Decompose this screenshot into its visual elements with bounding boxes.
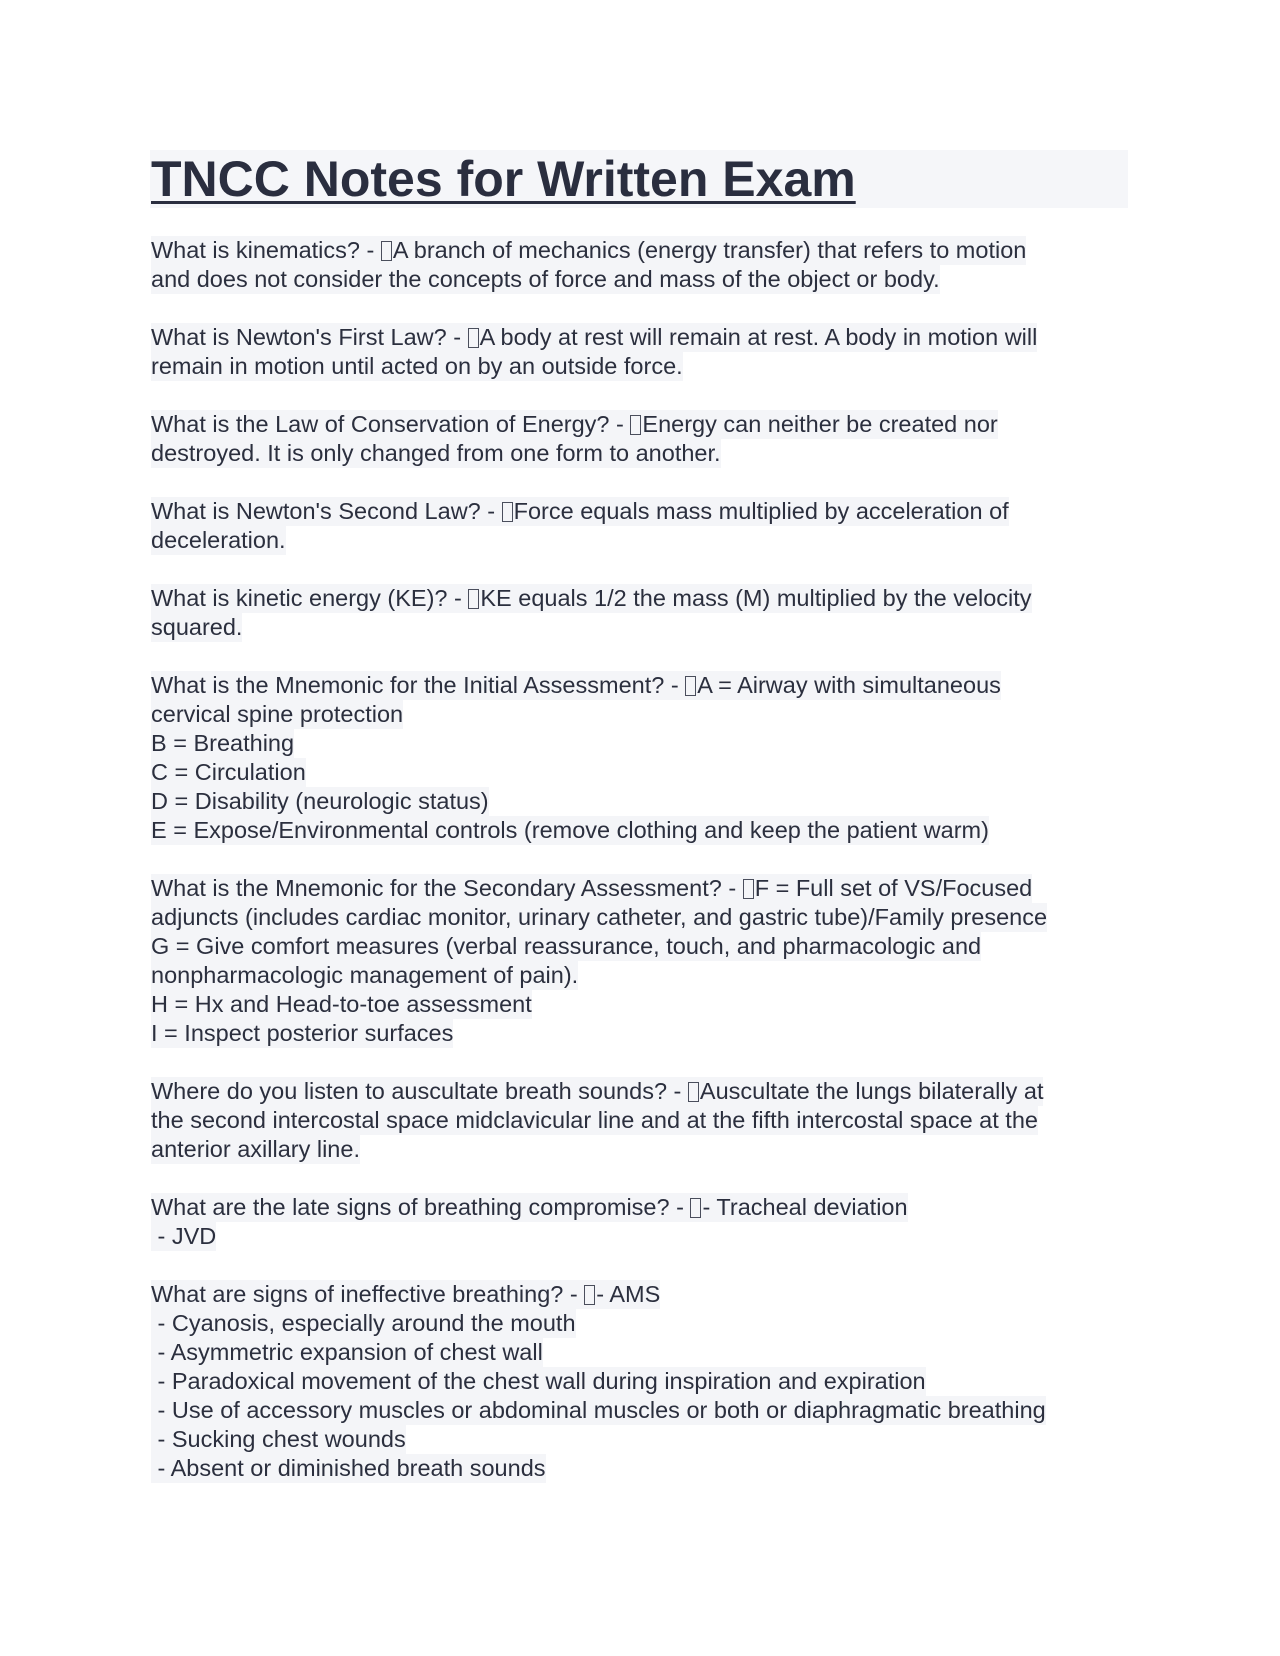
answer-line: - Paradoxical movement of the chest wall during inspiration and expiration [151,1368,926,1394]
qa-separator: - [721,875,743,901]
answer-line: cervical spine protection [151,701,404,727]
qa-separator: - [447,585,469,611]
answer-line: - Cyanosis, especially around the mouth [151,1310,576,1336]
answer-line: - Absent or diminished breath sounds [151,1455,546,1481]
qa-separator: - [480,498,502,524]
qa-first-line [151,1193,908,1222]
qa-first-line [151,410,998,439]
answer-text: A = Airway with simultaneous [697,672,1001,698]
question-text: What is the Mnemonic for the Secondary Assessment? [151,875,722,901]
qa-first-line [151,323,1037,352]
missing-glyph-icon [468,589,479,609]
question-text: Where do you listen to auscultate breath sounds? [151,1078,668,1104]
question-text: What are signs of ineffective breathing? [151,1281,564,1307]
qa-separator: - [446,324,468,350]
answer-line: B = Breathing [151,730,295,756]
answer-line: I = Inspect posterior surfaces [151,1020,454,1046]
question-text: What is kinetic energy (KE)? [151,585,448,611]
answer-text: - Tracheal deviation [702,1194,908,1220]
missing-glyph-icon [743,879,754,899]
qa-first-line [151,1077,1043,1106]
qa-entry [151,236,1151,294]
qa-first-line [151,584,1032,613]
answer-line: deceleration. [151,527,286,553]
qa-separator: - [664,672,686,698]
qa-first-line [151,497,1009,526]
answer-text: A body at rest will remain at rest. A body in motion will [479,324,1038,350]
answer-line: - Sucking chest wounds [151,1426,406,1452]
answer-line: and does not consider the concepts of force and mass of the object or body. [151,266,940,292]
missing-glyph-icon [584,1285,595,1305]
missing-glyph-icon [688,1082,699,1102]
answer-text: KE equals 1/2 the mass (M) multiplied by the velocity [480,585,1032,611]
question-text: What is kinematics? [151,237,360,263]
qa-separator: - [359,237,381,263]
answer-text: Force equals mass multiplied by acceleration of [513,498,1009,524]
missing-glyph-icon [381,241,392,261]
qa-separator: - [667,1078,688,1104]
document-title: TNCC Notes for Written Exam [151,151,856,207]
answer-line: destroyed. It is only changed from one form to another. [151,440,721,466]
qa-first-line [151,874,1032,903]
missing-glyph-icon [630,415,641,435]
qa-separator: - [669,1194,691,1220]
qa-entry [151,1077,1151,1164]
answer-line: - JVD [151,1223,217,1249]
missing-glyph-icon [685,676,696,696]
question-text: What is the Mnemonic for the Initial Assessment? [151,672,665,698]
qa-entry [151,1280,1151,1483]
qa-separator: - [563,1281,585,1307]
qa-separator: - [609,411,631,437]
answer-text: - AMS [596,1281,661,1307]
qa-list [151,236,1151,1512]
answer-line: - Use of accessory muscles or abdominal muscles or both or diaphragmatic breathing [151,1397,1046,1423]
qa-entry [151,497,1151,555]
qa-entry [151,874,1151,1048]
answer-line: remain in motion until acted on by an outside force. [151,353,683,379]
qa-entry [151,1193,1151,1251]
answer-line: C = Circulation [151,759,306,785]
answer-text: Energy can neither be created nor [642,411,998,437]
qa-first-line [151,671,1001,700]
answer-line: adjuncts (includes cardiac monitor, urinary catheter, and gastric tube)/Family presence [151,904,1048,930]
answer-line: the second intercostal space midclavicular line and at the fifth intercostal space at the [151,1107,1038,1133]
qa-first-line [151,236,1026,265]
question-text: What is Newton's Second Law? [151,498,481,524]
question-text: What is the Law of Conservation of Energy? [151,411,610,437]
qa-first-line [151,1280,660,1309]
answer-line: anterior axillary line. [151,1136,360,1162]
answer-line: G = Give comfort measures (verbal reassurance, touch, and pharmacologic and [151,933,982,959]
question-text: What is Newton's First Law? [151,324,447,350]
answer-line: D = Disability (neurologic status) [151,788,489,814]
answer-line: squared. [151,614,243,640]
answer-line: H = Hx and Head-to-toe assessment [151,991,532,1017]
missing-glyph-icon [468,328,479,348]
answer-text: Auscultate the lungs bilaterally at [699,1078,1044,1104]
qa-entry [151,323,1151,381]
answer-text: A branch of mechanics (energy transfer) that refers to motion [392,237,1027,263]
answer-line: - Asymmetric expansion of chest wall [151,1339,543,1365]
answer-line: E = Expose/Environmental controls (remove clothing and keep the patient warm) [151,817,989,843]
missing-glyph-icon [690,1198,701,1218]
qa-entry [151,410,1151,468]
missing-glyph-icon [502,502,513,522]
qa-entry [151,671,1151,845]
answer-text: F = Full set of VS/Focused [754,875,1033,901]
question-text: What are the late signs of breathing compromise? [151,1194,670,1220]
answer-line: nonpharmacologic management of pain). [151,962,579,988]
qa-entry [151,584,1151,642]
